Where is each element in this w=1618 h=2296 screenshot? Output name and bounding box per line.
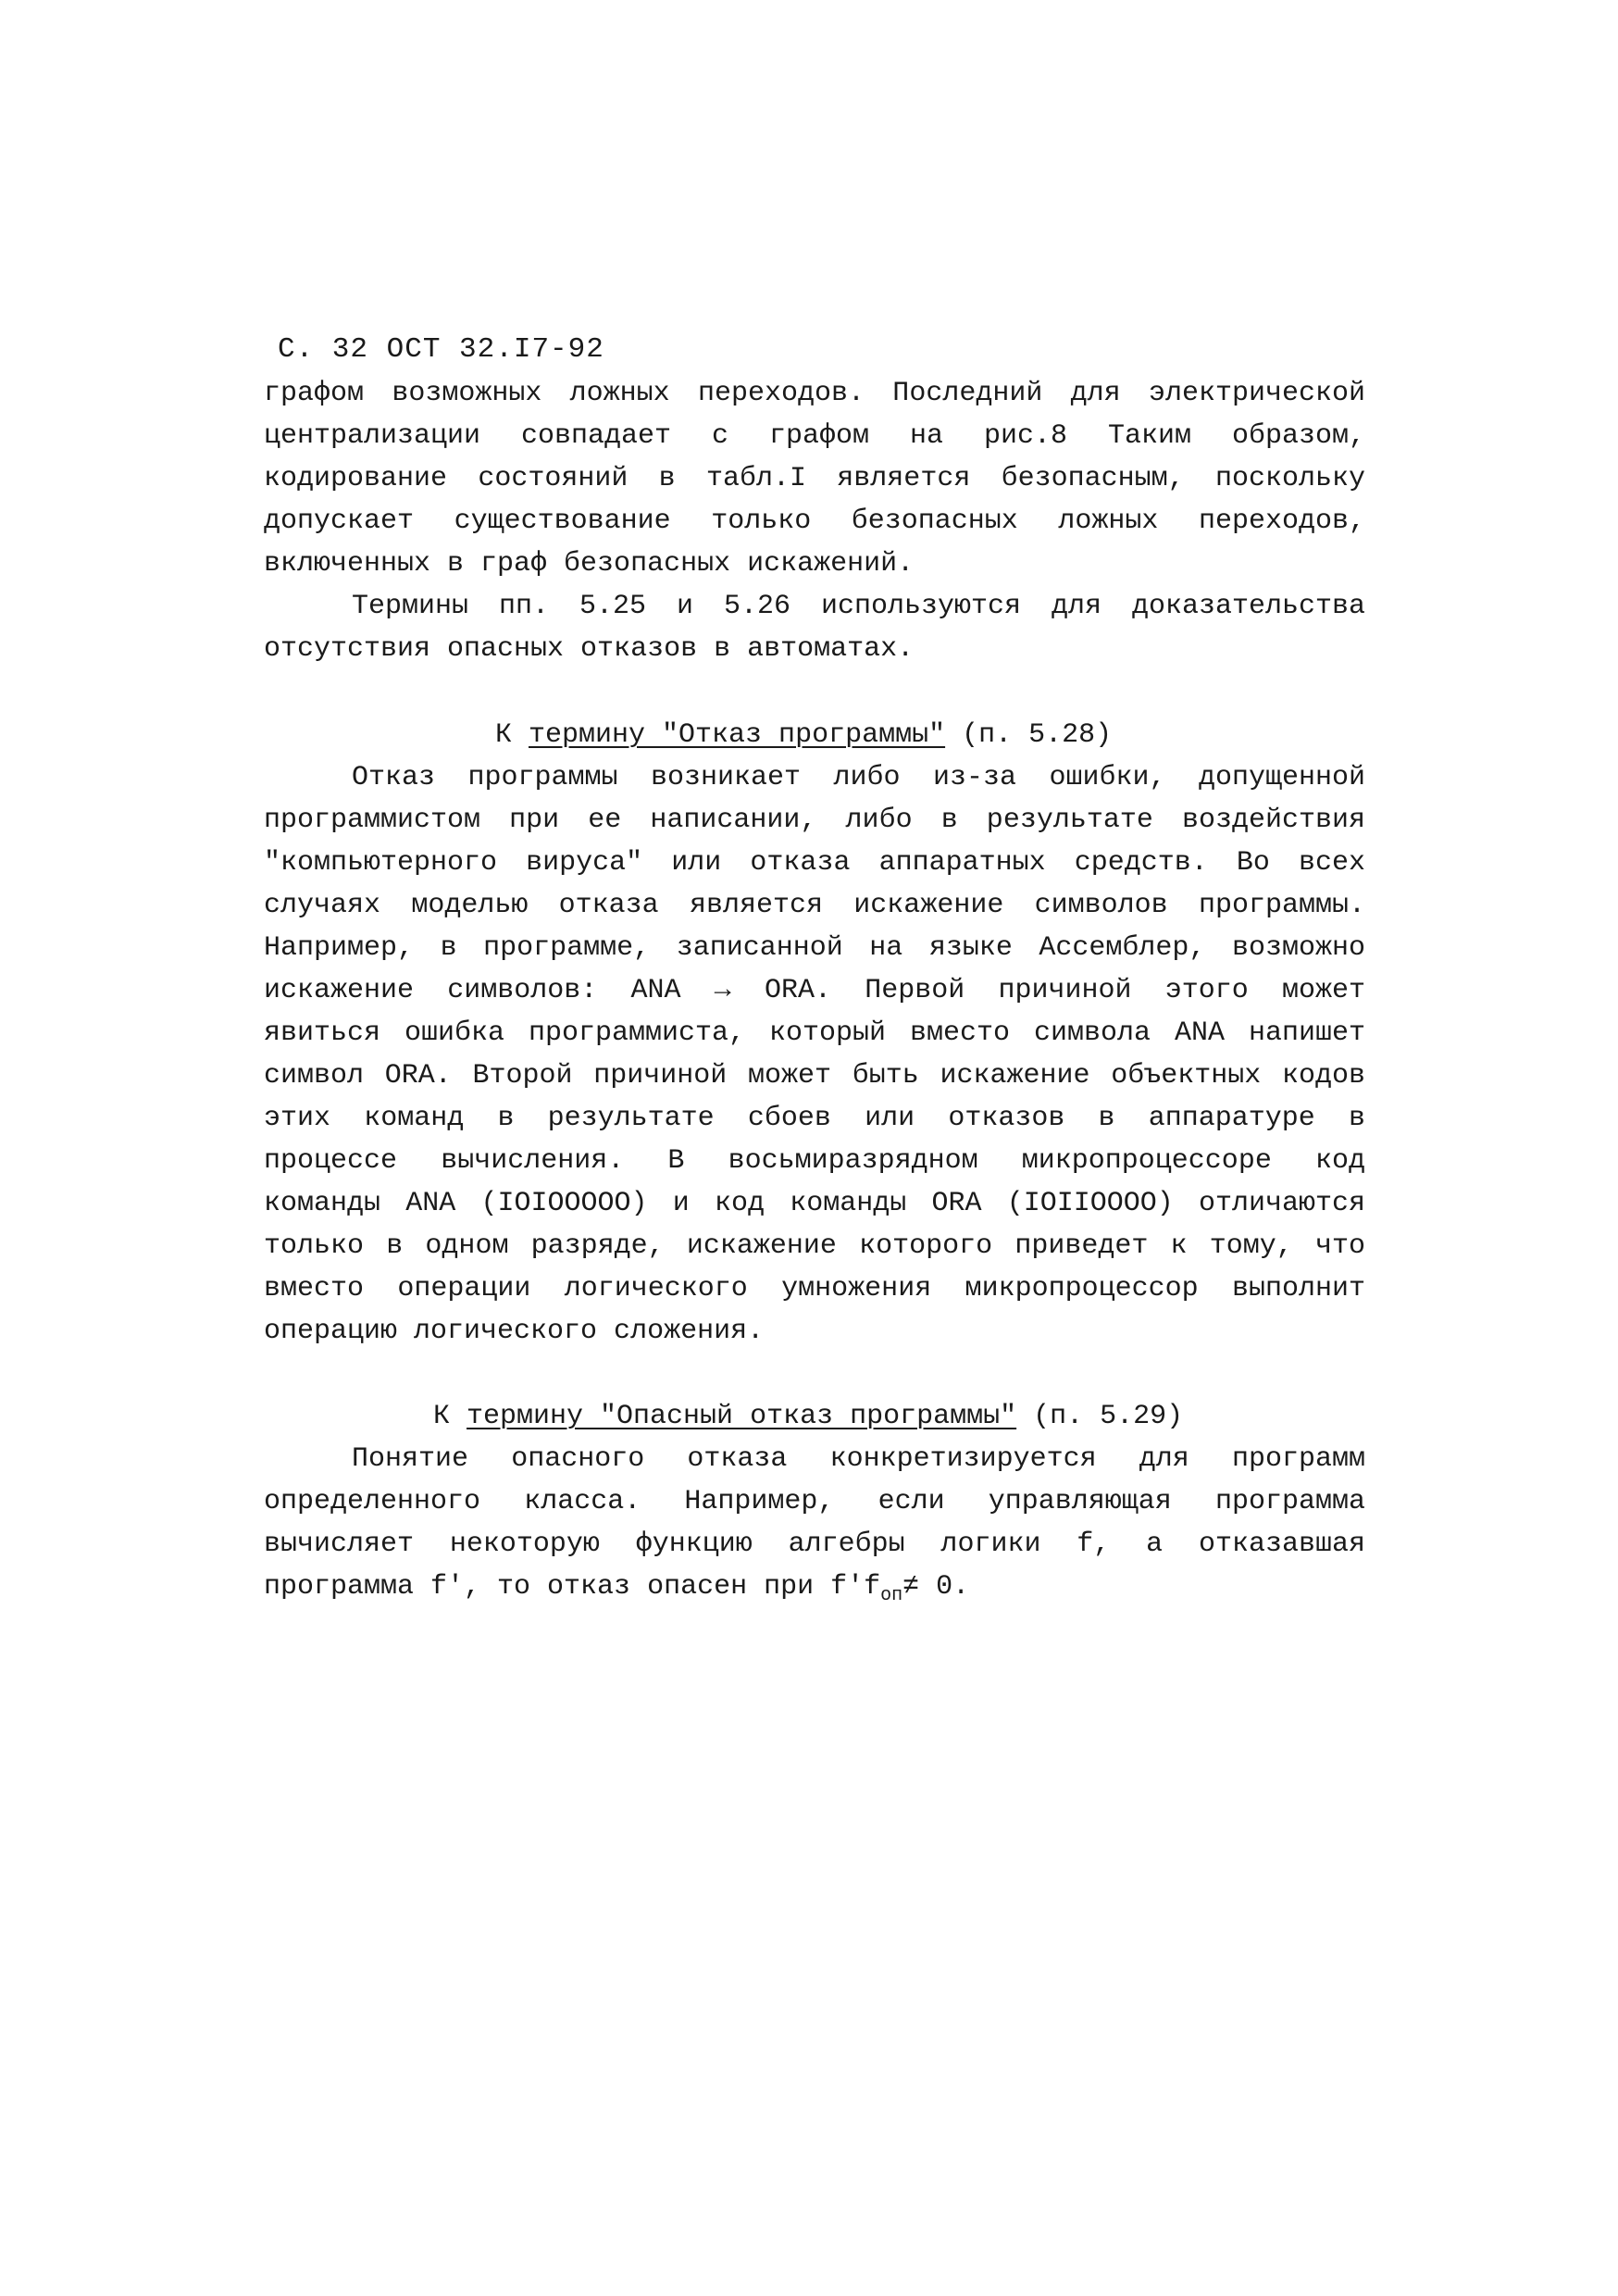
text-line: централизации совпадает с графом на рис.8 Таким образом, bbox=[264, 420, 1365, 452]
text-line: вместо операции логического умножения микропроцессор выполнит bbox=[264, 1273, 1365, 1304]
text-line: команды ANA (IOIOOOOO) и код команды ORA (IOIIOOOO) отличаются bbox=[264, 1188, 1365, 1219]
text-line: вычисляет некоторую функцию алгебры логики f, а отказавшая bbox=[264, 1529, 1365, 1560]
heading-ref: (п. 5.29) bbox=[1016, 1401, 1184, 1432]
page-header: С. 32 ОСТ 32.I7-92 bbox=[278, 333, 604, 366]
text-line: Например, в программе, записанной на языке Ассемблер, возможно bbox=[264, 932, 1365, 964]
text-line: кодирование состояний в табл.I является безопасным, поскольку bbox=[264, 463, 1365, 494]
text-line: включенных в граф безопасных искажений. bbox=[264, 548, 915, 580]
heading-prefix: К bbox=[495, 719, 529, 751]
text-line: графом возможных ложных переходов. Последний для электрической bbox=[264, 378, 1365, 409]
text-line: явиться ошибка программиста, который вместо символа ANA напишет bbox=[264, 1017, 1365, 1049]
text-line: программистом при ее написании, либо в результате воздействия bbox=[264, 805, 1365, 836]
text-line: допускает существование только безопасных ложных переходов, bbox=[264, 505, 1365, 537]
text-line: случаях моделью отказа является искажение символов программы. bbox=[264, 890, 1365, 921]
text-line: операцию логического сложения. bbox=[264, 1316, 765, 1347]
text-line: "компьютерного вируса" или отказа аппаратных средств. Во всех bbox=[264, 847, 1365, 879]
section-heading bbox=[433, 1396, 1535, 1437]
heading-title: термину "Опасный отказ программы" bbox=[467, 1401, 1017, 1432]
section-heading bbox=[495, 715, 1597, 755]
formula-subscript: оп bbox=[880, 1585, 903, 1606]
heading-prefix: К bbox=[433, 1401, 467, 1432]
text-line: Термины пп. 5.25 и 5.26 используются для доказательства bbox=[352, 591, 1365, 622]
text-line: этих команд в результате сбоев или отказов в аппаратуре в bbox=[264, 1103, 1365, 1134]
text-line: символ ORA. Второй причиной может быть искажение объектных кодов bbox=[264, 1060, 1365, 1092]
text-line: процессе вычисления. В восьмиразрядном микропроцессоре код bbox=[264, 1145, 1365, 1177]
heading-ref: (п. 5.28) bbox=[945, 719, 1113, 751]
formula-end: ≠ 0. bbox=[902, 1571, 970, 1603]
text-line: отсутствия опасных отказов в автоматах. bbox=[264, 633, 915, 665]
text-line bbox=[264, 1566, 1365, 1607]
text-line: определенного класса. Например, если управляющая программа bbox=[264, 1486, 1365, 1517]
text-line: искажение символов: ANA → ORA. Первой причиной этого может bbox=[264, 975, 1365, 1006]
heading-title: термину "Отказ программы" bbox=[529, 719, 946, 751]
text-line: Отказ программы возникает либо из-за ошибки, допущенной bbox=[352, 762, 1365, 793]
formula-text: программа f', то отказ опасен при f'f bbox=[264, 1571, 881, 1603]
text-line: Понятие опасного отказа конкретизируется для программ bbox=[352, 1443, 1365, 1475]
text-line: только в одном разряде, искажение которого приведет к тому, что bbox=[264, 1230, 1365, 1262]
